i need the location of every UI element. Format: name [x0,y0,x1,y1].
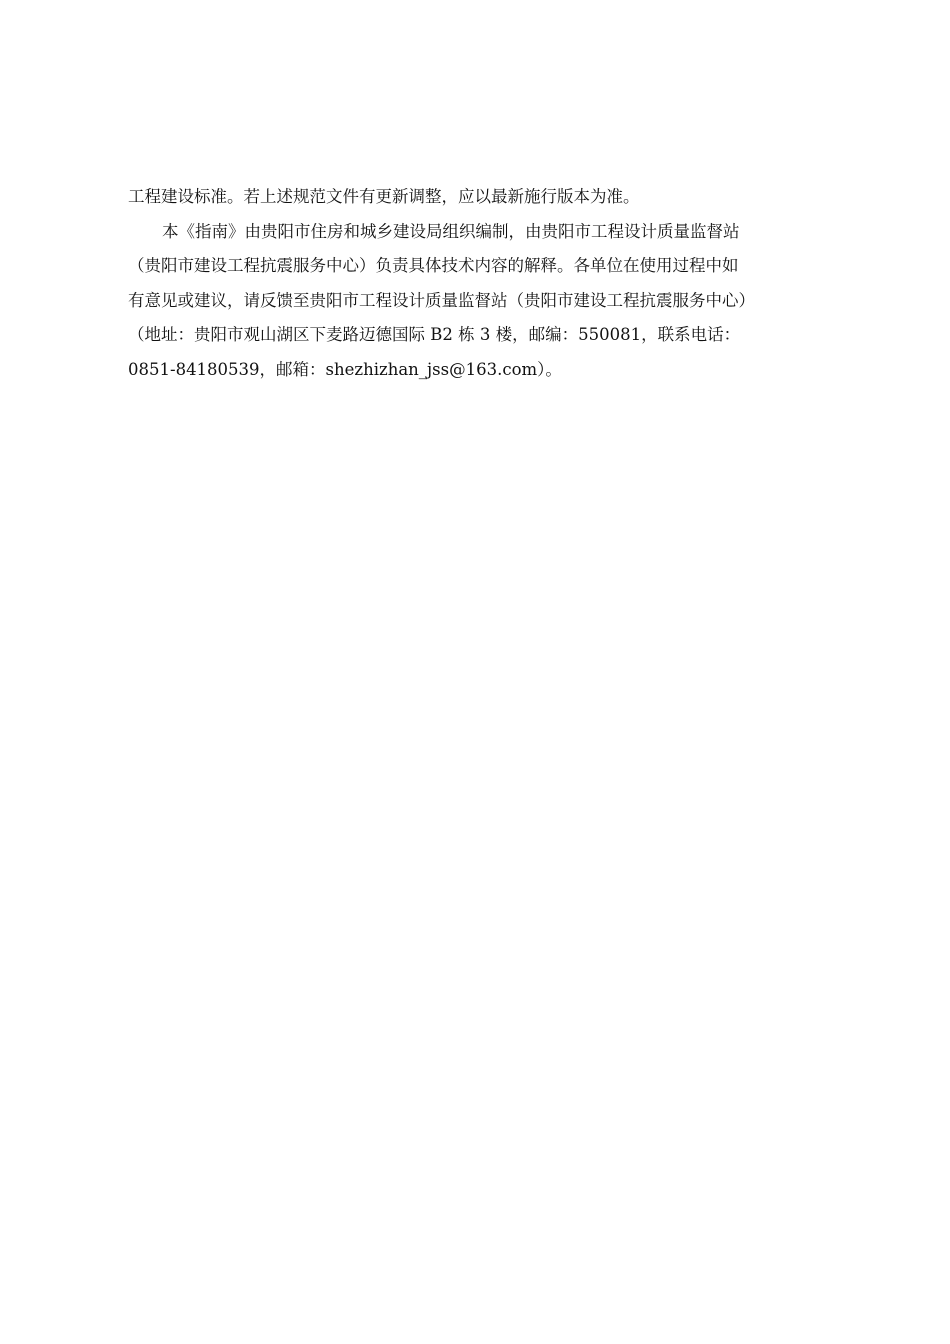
paragraph-1-line-1: 工程建设标准。若上述规范文件有更新调整，应以最新施行版本为准。 [128,187,640,206]
document-body [128,180,828,387]
paragraph-2-line-1: 本《指南》由贵阳市住房和城乡建设局组织编制，由贵阳市工程设计质量监督站 [162,221,740,241]
paragraph-2-line-5: 0851-84180539，邮箱：shezhizhan_jss@163.com）。 [128,359,562,379]
paragraph-2-line-3: 有意见或建议，请反馈至贵阳市工程设计质量监督站（贵阳市建设工程抗震服务中心） [128,290,755,310]
paragraph-2-line-2: （贵阳市建设工程抗震服务中心）负责具体技术内容的解释。各单位在使用过程中如 [128,256,739,275]
paragraph-2-line-4: （地址：贵阳市观山湖区下麦路迈德国际 B2 栋 3 楼，邮编：550081，联系电话： [128,325,741,344]
